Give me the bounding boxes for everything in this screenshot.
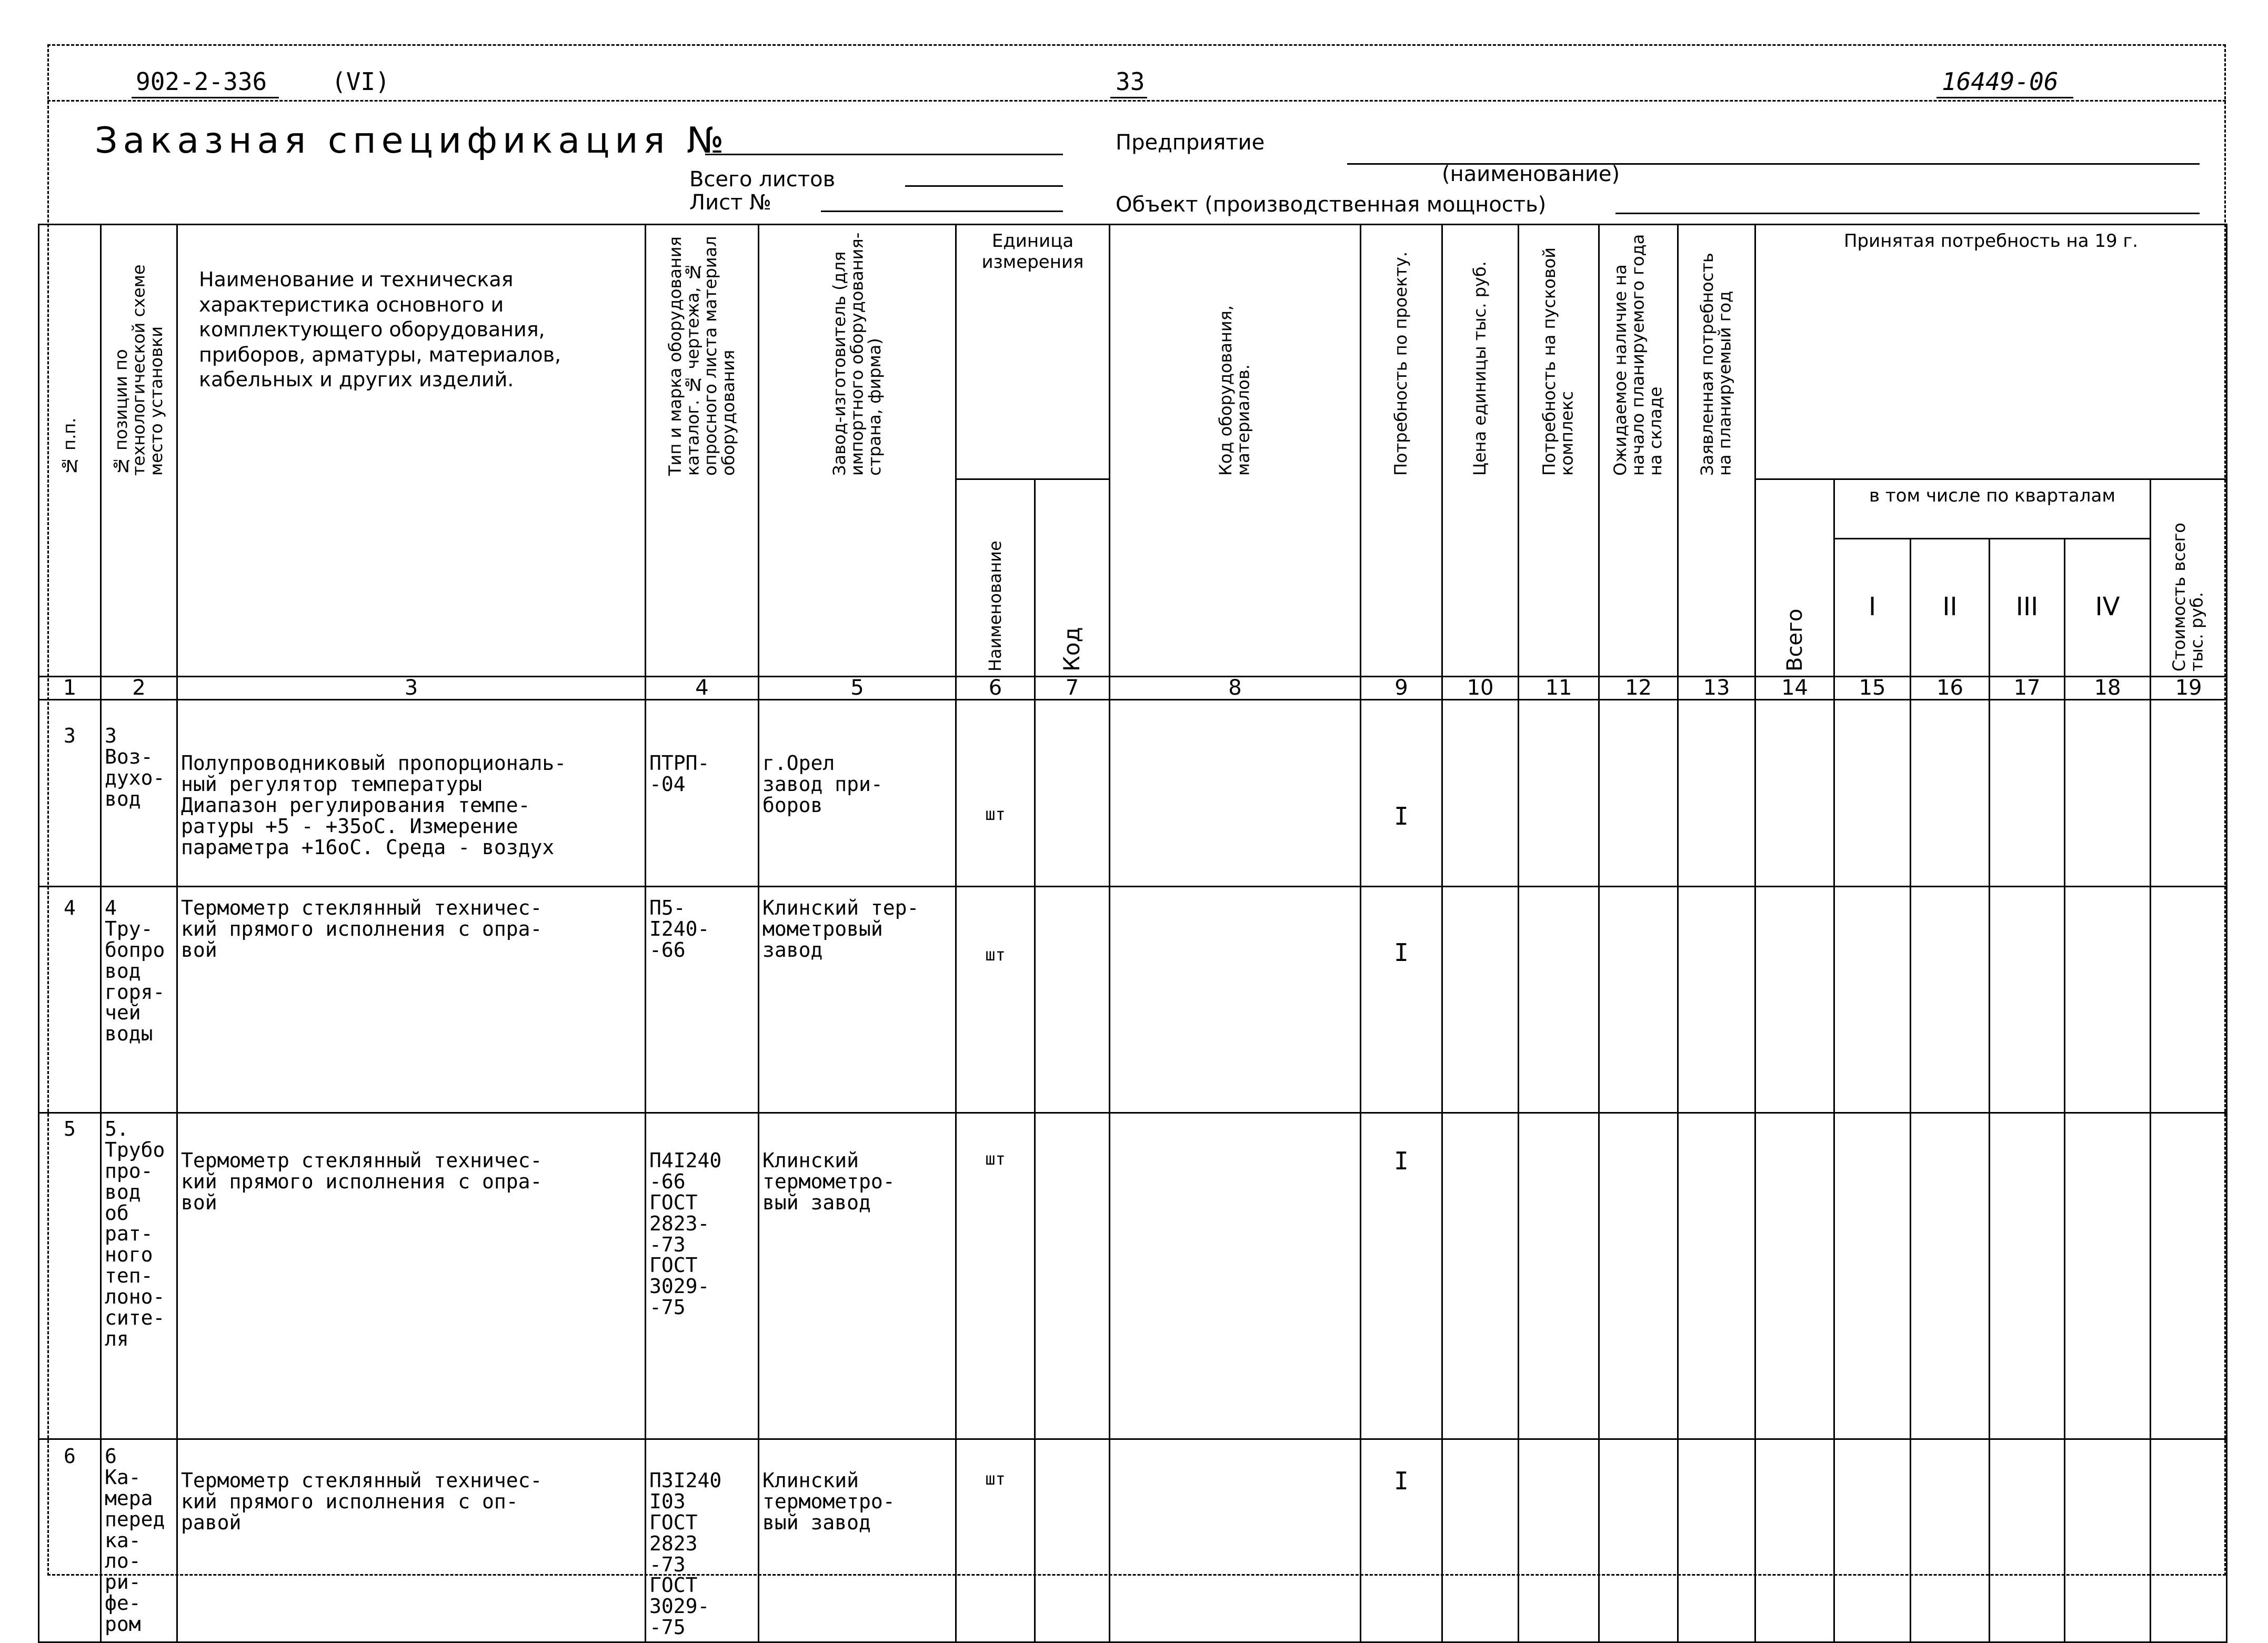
row-unit: шт bbox=[985, 1149, 1006, 1169]
column-number: 19 bbox=[2175, 676, 2202, 700]
col-equip-code-header: Код оборудования, материалов. bbox=[1216, 305, 1254, 476]
col-maker-header: Завод-изготовитель (для импортного оборудования-страна, фирма) bbox=[829, 232, 885, 476]
row-unit: шт bbox=[985, 1469, 1006, 1489]
row-maker: Клинский термометро- вый завод bbox=[762, 1149, 895, 1214]
row-qty: I bbox=[1394, 938, 1409, 967]
header-row bbox=[39, 225, 2227, 479]
column-number: 14 bbox=[1781, 676, 1808, 700]
col-launch-need-header: Потребность на пусковой комплекс bbox=[1539, 247, 1578, 476]
col-position-header: № позиции по технологической схеме место установки bbox=[111, 264, 166, 476]
row-qty: I bbox=[1394, 1147, 1409, 1175]
row-type: П4I240 -66 ГОСТ 2823- -73 ГОСТ 3029- -75 bbox=[649, 1149, 722, 1319]
col-unit-code-header: Код bbox=[1059, 627, 1085, 672]
row-type: ПТРП- -04 bbox=[649, 752, 710, 796]
column-number: 15 bbox=[1859, 676, 1886, 700]
row-name: Термометр стеклянный техничес- кий прямого исполнения с опра- вой bbox=[181, 896, 543, 961]
column-number: 9 bbox=[1394, 676, 1408, 700]
column-number: 10 bbox=[1467, 676, 1494, 700]
doc-volume: (VI) bbox=[332, 67, 390, 96]
object-line bbox=[1615, 213, 2200, 214]
row-name: Термометр стеклянный техничес- кий прямого исполнения с оп- равой bbox=[181, 1469, 543, 1534]
spec-number-line bbox=[705, 154, 1063, 155]
col-declared-need-header: Заявленная потребность на планируемый год bbox=[1697, 253, 1735, 476]
col-q3-header: III bbox=[2015, 592, 2039, 622]
col-name-header: Наименование и техническая характеристика основного и комплектующего оборудования, приборов, арматуры, материалов, кабельных и других изделий. bbox=[199, 268, 561, 391]
row-position: 5. Трубо про- вод об рат- ного теп- лоно- сите- ля bbox=[105, 1117, 165, 1350]
column-number: 1 bbox=[63, 676, 77, 700]
row-qty: I bbox=[1394, 1467, 1409, 1495]
page-number-underline bbox=[1110, 97, 1147, 98]
row-maker: г.Орел завод при- боров bbox=[762, 752, 883, 817]
column-number: 5 bbox=[850, 676, 864, 700]
enterprise-label: Предприятие bbox=[1116, 131, 1265, 155]
row-number: 4 bbox=[64, 896, 76, 919]
row-position: 6 Ка- мера перед ка- ло- ри- фе- ром bbox=[105, 1445, 165, 1636]
row-position: 3 Воз- духо- вод bbox=[105, 724, 165, 810]
spec-table bbox=[38, 224, 2227, 1643]
row-name: Термометр стеклянный техничес- кий прямого исполнения с опра- вой bbox=[181, 1149, 543, 1214]
sheet-no-label: Лист № bbox=[689, 191, 771, 215]
column-number: 11 bbox=[1545, 676, 1572, 700]
column-number: 18 bbox=[2094, 676, 2121, 700]
page-number: 33 bbox=[1116, 67, 1145, 96]
table-row bbox=[39, 1113, 2227, 1439]
column-number: 2 bbox=[132, 676, 146, 700]
sheet-id: 16449-06 bbox=[1942, 67, 2059, 96]
column-number: 17 bbox=[2013, 676, 2041, 700]
sheet-id-underline bbox=[1936, 97, 2073, 98]
column-number: 8 bbox=[1228, 676, 1242, 700]
total-sheets-line bbox=[905, 185, 1063, 187]
row-number: 6 bbox=[64, 1445, 76, 1468]
column-number: 6 bbox=[988, 676, 1002, 700]
doc-code: 902-2-336 bbox=[136, 67, 267, 96]
col-no-header: № п.п. bbox=[59, 417, 79, 476]
col-type-header: Тип и марка оборудования каталог. № чертежа, № опросного листа материал оборудования bbox=[665, 236, 738, 476]
unit-group-header: Единица измерения bbox=[981, 231, 1084, 273]
table-row bbox=[39, 1439, 2227, 1642]
column-number: 4 bbox=[695, 676, 709, 700]
col-cost-header: Стоимость всего тыс. руб. bbox=[2169, 523, 2207, 672]
row-name: Полупроводниковый пропорциональ- ный регулятор температуры Диапазон регулирования темпе- ратуры +5 - +35оС. Измерение параметра +16оС. Среда - воздух bbox=[181, 752, 567, 859]
row-maker: Клинский термометро- вый завод bbox=[762, 1469, 895, 1534]
column-number: 13 bbox=[1703, 676, 1730, 700]
row-number: 5 bbox=[64, 1117, 76, 1140]
quarter-group-header: в том числе по кварталам bbox=[1869, 485, 2115, 506]
col-need-header: Потребность по проекту. bbox=[1391, 251, 1411, 476]
column-number: 3 bbox=[404, 676, 418, 700]
col-stock-header: Ожидаемое наличие на начало планируемого года на складе bbox=[1610, 234, 1666, 476]
col-unit-name-header: Наименование bbox=[985, 540, 1005, 672]
row-type: П5- I240- -66 bbox=[649, 896, 710, 961]
row-unit: шт bbox=[985, 945, 1006, 965]
col-q2-header: II bbox=[1942, 592, 1958, 622]
total-sheets-label: Всего листов bbox=[689, 167, 836, 192]
sheet-no-line bbox=[821, 211, 1063, 212]
name-caption: (наименование) bbox=[1442, 162, 1620, 186]
column-numbers-row bbox=[39, 677, 2227, 700]
row-maker: Клинский тер- мометровый завод bbox=[762, 896, 919, 961]
col-q4-header: IV bbox=[2095, 592, 2120, 622]
row-position: 4 Тру- бопро вод горя- чей воды bbox=[105, 896, 165, 1046]
column-number: 16 bbox=[1936, 676, 1963, 700]
header-divider bbox=[47, 100, 2226, 102]
col-q1-header: I bbox=[1868, 592, 1876, 622]
object-label: Объект (производственная мощность) bbox=[1116, 193, 1547, 217]
row-unit: шт bbox=[985, 804, 1006, 824]
doc-code-underline bbox=[132, 97, 279, 98]
column-number: 7 bbox=[1065, 676, 1079, 700]
table-row bbox=[39, 700, 2227, 887]
col-total-header: Всего bbox=[1782, 608, 1807, 672]
col-price-header: Цена единицы тыс. руб. bbox=[1470, 261, 1490, 476]
column-number: 12 bbox=[1625, 676, 1652, 700]
table-row bbox=[39, 887, 2227, 1113]
row-qty: I bbox=[1394, 802, 1409, 830]
row-type: П3I240 I03 ГОСТ 2823 -73 ГОСТ 3029- -75 bbox=[649, 1469, 722, 1639]
row-number: 3 bbox=[64, 724, 76, 747]
page-title: Заказная спецификация № bbox=[95, 120, 729, 162]
accepted-group-header: Принятая потребность на 19 г. bbox=[1843, 231, 2139, 252]
